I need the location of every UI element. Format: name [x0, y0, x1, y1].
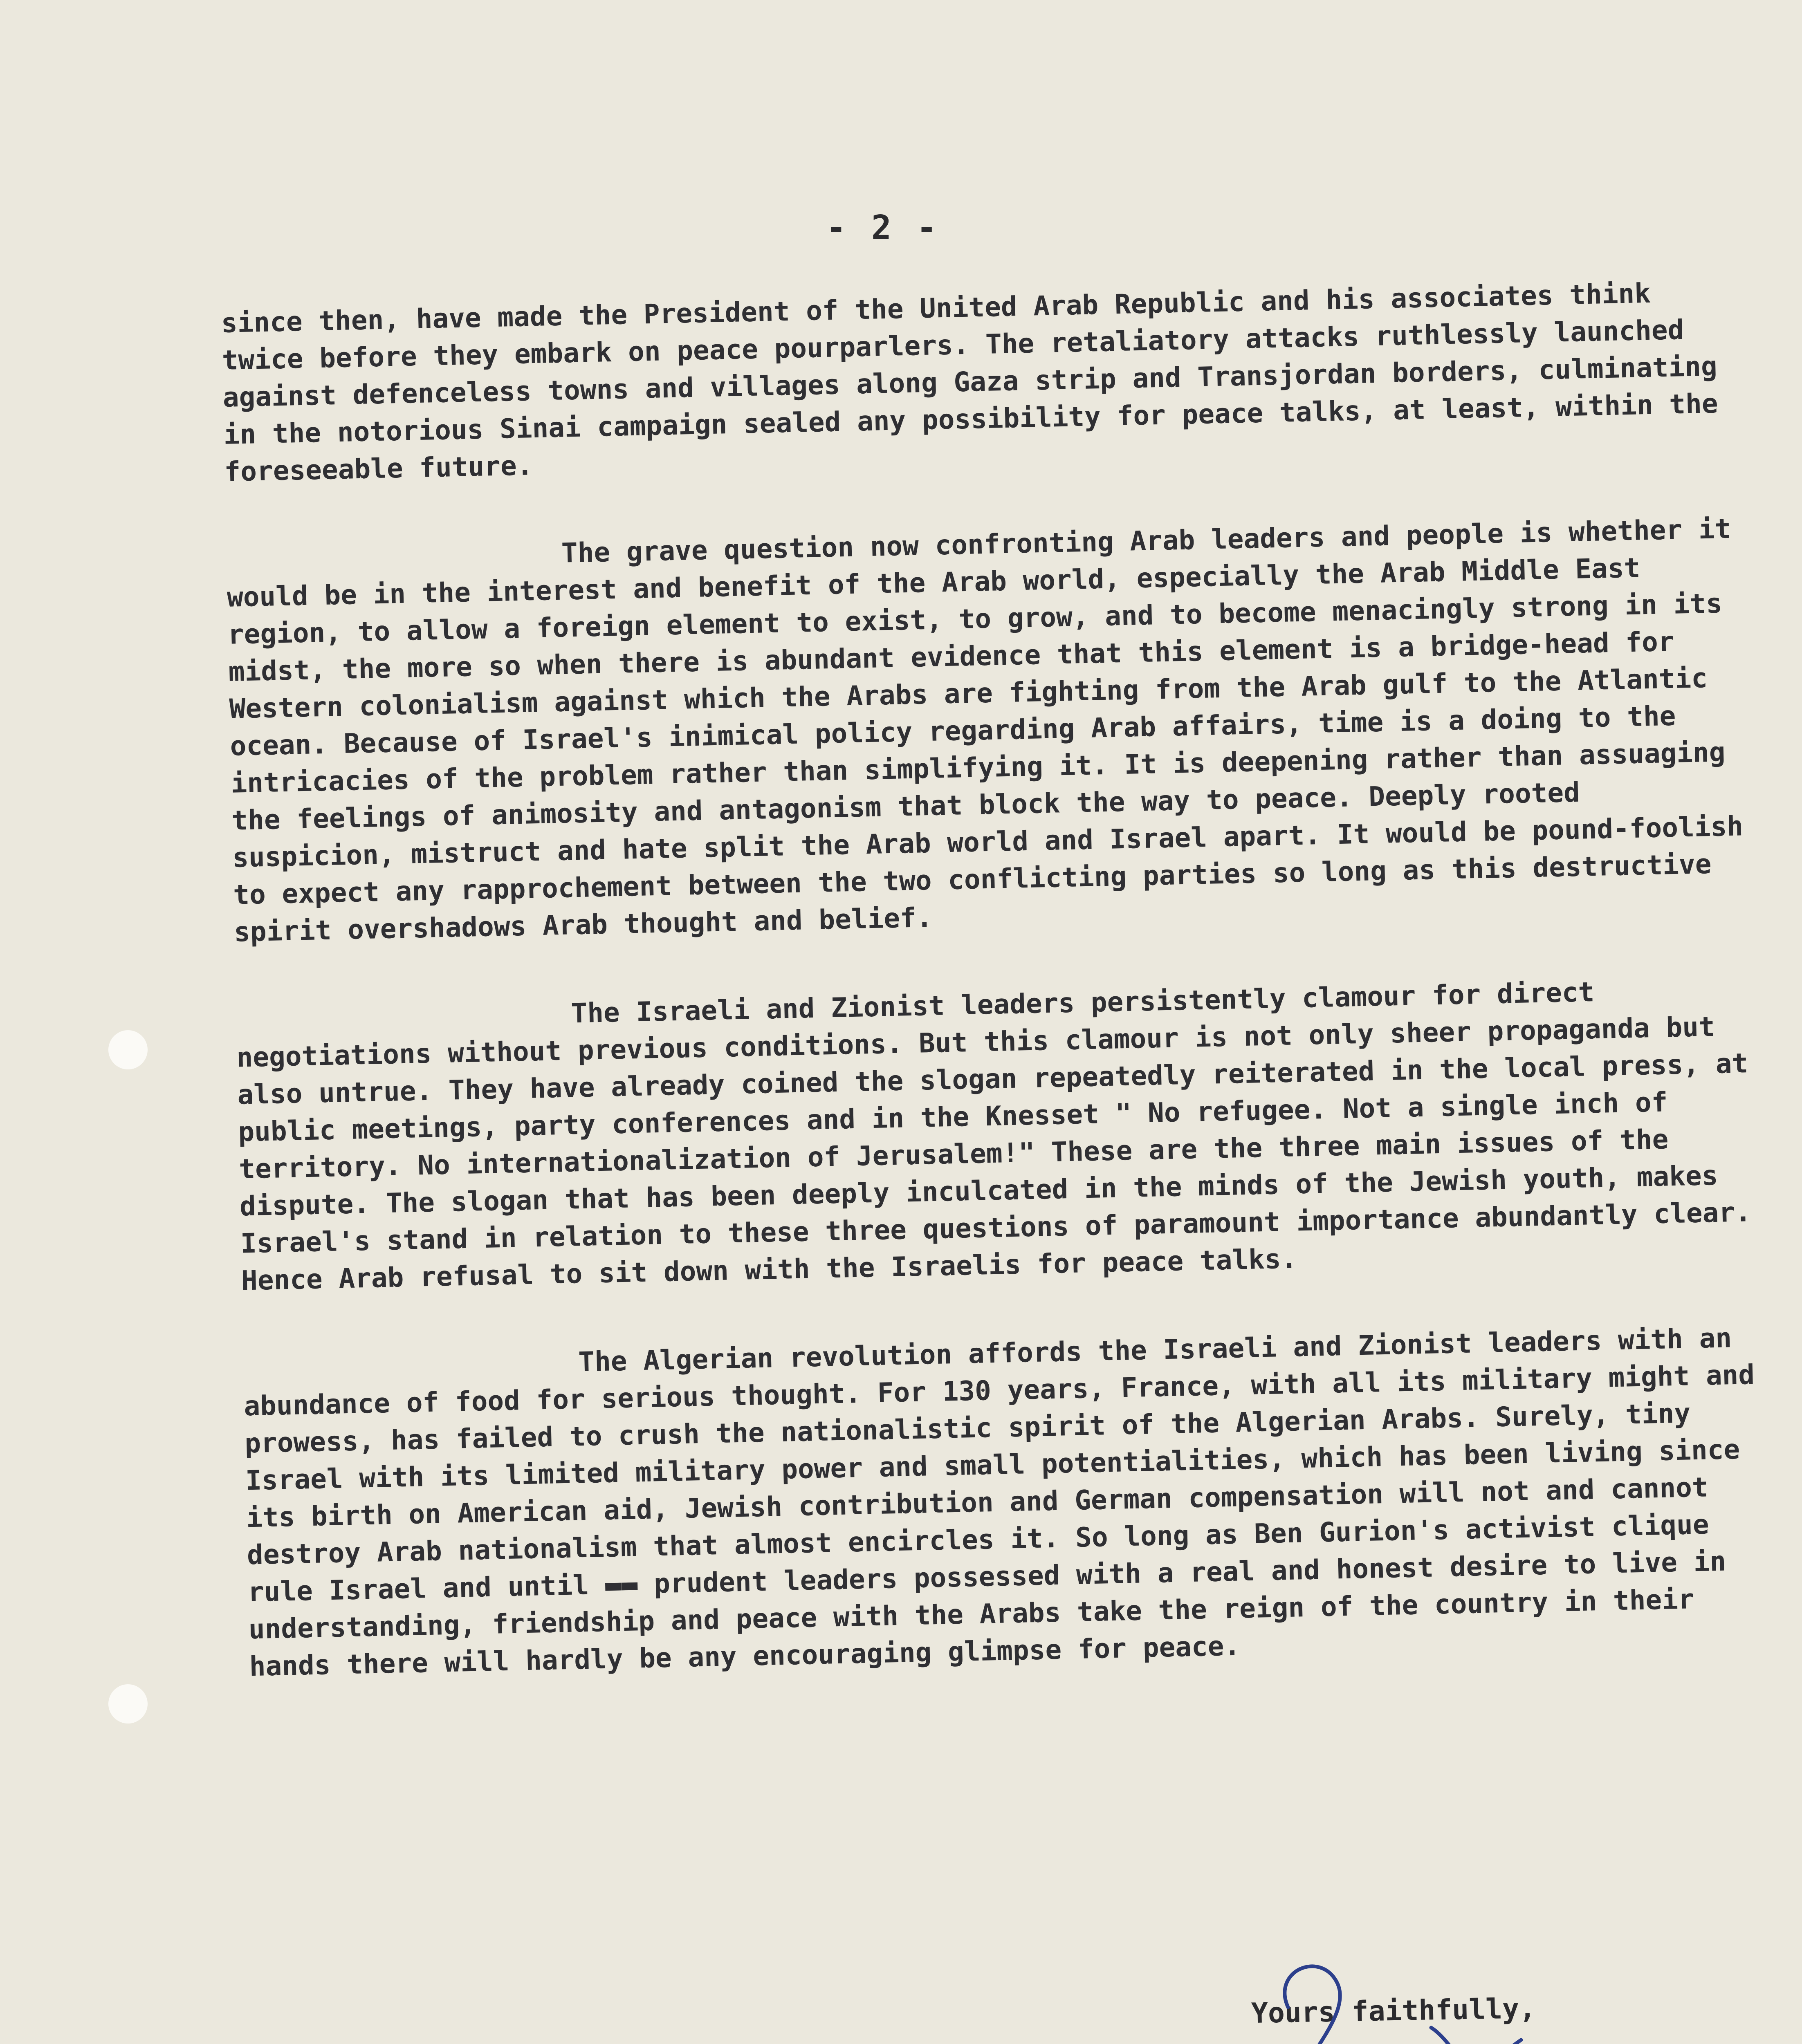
letter-body [221, 273, 1772, 1736]
paragraph-3: The Israeli and Zionist leaders persistently clamour for direct negotiations without previous conditions. But this clamour is not only sheer propaganda but also untrue. They have already coined the slogan repeatedly reiterated in the local press, at public meetings, party conferences and in the Knesset " No refugee. Not a single inch of territory. No internationalization of Jerusalem!" These are the three main issues of the dispute. The slogan that has been deeply inculcated in the minds of the Jewish youth, makes Israel's stand in relation to these three questions of paramount importance abundantly clear. Hence Arab refusal to sit down with the Israelis for peace talks. [236, 976, 1752, 1297]
handwritten-signature [1186, 1946, 1587, 2044]
page-number: - 2 - [826, 208, 939, 247]
paragraph-1: since then, have made the President of the United Arab Republic and his associates think twice before they embark on peace pourparlers. The retaliatory attacks ruthlessly launched against defenceless towns and villages along Gaza strip and Transjordan borders, culminating in the notorious Sinai campaign sealed any possibility for peace talks, at least, within the foreseeable future. [221, 277, 1719, 488]
closing-salutation: Yours faithfully, [1251, 1992, 1536, 2030]
paragraph-2: The grave question now confronting Arab leaders and people is whether it would be in the interest and benefit of the Arab world, especially the Arab Middle East region, to allow a foreign element to exist, to grow, and to become menacingly strong in its midst, the more so when there is abundant evidence that this element is a bridge-head for Western colonialism against which the Arabs are fighting from the Arab gulf to the Atlantic ocean. Because of Israel's inimical policy regarding Arab affairs, time is a doing to the intricacies of the problem rather than simplifying it. It is deepening rather than assuaging the feelings of animosity and antagonism that block the way to peace. Deeply rooted suspicion, mistruct and hate split the Arab world and Israel apart. It would be pound-foolish to expect any rapprochement between the two conflicting parties so long as this destructive spirit overshadows Arab thought and belief. [227, 513, 1744, 948]
punch-hole-top [108, 1030, 148, 1069]
punch-hole-bottom [108, 1684, 148, 1724]
paragraph-4: The Algerian revolution affords the Israeli and Zionist leaders with an abundance of food for serious thought. For 130 years, France, with all its military might and prowess, has failed to crush the nationalistic spirit of the Algerian Arabs. Surely, tiny Israel with its limited military power and small potentialities, which has been living since its birth on American aid, Jewish contribution and German compensation will not and cannot destroy Arab nationalism that almost encircles it. So long as Ben Gurion's activist clique rule Israel and until ▬▬ prudent leaders possessed with a real and honest desire to live in understanding, friendship and peace with the Arabs take the reign of the country in their hands there will hardly be any encouraging glimpse for peace. [243, 1322, 1755, 1683]
